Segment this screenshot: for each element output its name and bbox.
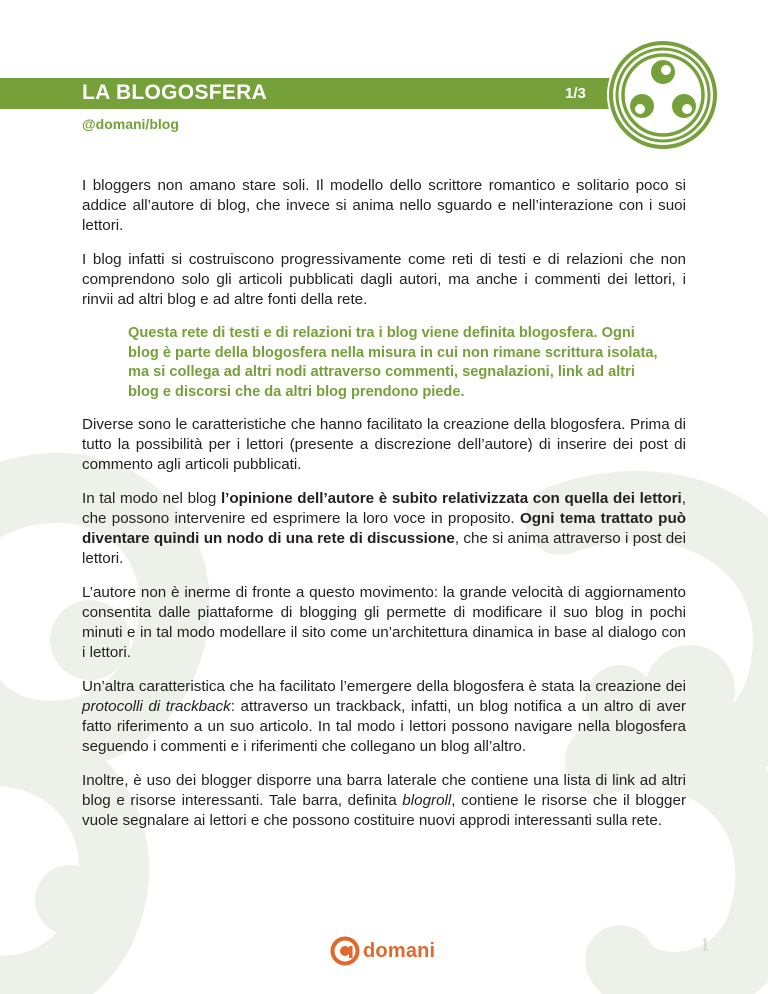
paragraph-4-bold-a: l’opinione dell’autore è subito relativizzata con quella dei lettori (220, 490, 682, 507)
paragraph-1: I bloggers non amano stare soli. Il modello dello scrittore romantico e solitario poco si addice all’autore di blog, che invece si anima nello sguardo e nell’interazione con i suoi lettori. (82, 177, 686, 234)
article-body (82, 176, 686, 845)
domani-logo (330, 936, 435, 966)
page-indicator: 1/3 (565, 85, 586, 102)
logo-text: domani (363, 939, 436, 962)
paragraph-7-italic: blogroll (402, 792, 452, 809)
paragraph-5: L’autore non è inerme di fronte a questo movimento: la grande velocità di aggiornamento consentita dalle piattaforme di blogging gli permette di modificare il suo blog in pochi minuti e in tal modo modellare il sito come un’architettura dinamica in base al dialogo con i lettori. (82, 584, 686, 661)
page-number: 1 (700, 934, 710, 956)
paragraph-4-text-a: In tal modo nel blog (82, 490, 221, 507)
paragraph-4 (82, 489, 686, 569)
paragraph-6-text-b: : attraverso un trackback, infatti, un blog notifica a un altro di aver fatto riferimento a un suo articolo. In tal modo i lettori possono navigare nella blogosfera seguendo i commenti e i riferimenti che collegano un blog all’altro. (82, 698, 686, 755)
paragraph-7-text-a: Inoltre, è uso dei blogger disporre una barra laterale che contiene una lista di link ad altri blog e risorse interessanti. Tale barra, definita (82, 772, 686, 809)
paragraph-6-text-a: Un’altra caratteristica che ha facilitato l’emergere della blogosfera è stata la creazione dei (82, 678, 686, 695)
swirl-emblem-icon (604, 36, 722, 154)
paragraph-6 (82, 677, 686, 757)
page-title: LA BLOGOSFERA (82, 81, 268, 104)
paragraph-6-italic: protocolli di trackback (82, 698, 231, 715)
at-sign-icon (330, 936, 360, 966)
paragraph-3: Diverse sono le caratteristiche che hanno facilitato la creazione della blogosfera. Prima di tutto la possibilità per i lettori (presente a discrezione dell’autore) di inserire dei post di commento agli articoli pubblicati. (82, 416, 686, 473)
paragraph-7 (82, 771, 686, 831)
section-subtitle: @domani/blog (82, 116, 179, 132)
paragraph-7-text-b: , contiene le risorse che il blogger vuole segnalare ai lettori e che possono costituire nuovi approdi interessanti sulla rete. (82, 792, 687, 829)
paragraph-2: I blog infatti si costruiscono progressivamente come reti di testi e di relazioni che non comprendono solo gli articoli pubblicati dagli autori, ma anche i commenti dei lettori, i rinvii ad altri blog e ad altre fonti della rete. (82, 251, 686, 308)
highlight-quote: Questa rete di testi e di relazioni tra i blog viene definita blogosfera. Ogni blog è parte della blogosfera nella misura in cui non rimane scrittura isolata, ma si collega ad altri nodi attraverso commenti, segnalazioni, link ad altri blog e discorsi che da altri blog prendono piede. (128, 325, 658, 400)
paragraph-4-text-c: , che si anima attraverso i post dei lettori. (82, 530, 686, 567)
paragraph-4-text-b: , che possono intervenire ed esprimere la loro voce in proposito. (82, 490, 687, 527)
paragraph-4-bold-b: Ogni tema trattato può diventare quindi un nodo di una rete di discussione (82, 510, 687, 547)
